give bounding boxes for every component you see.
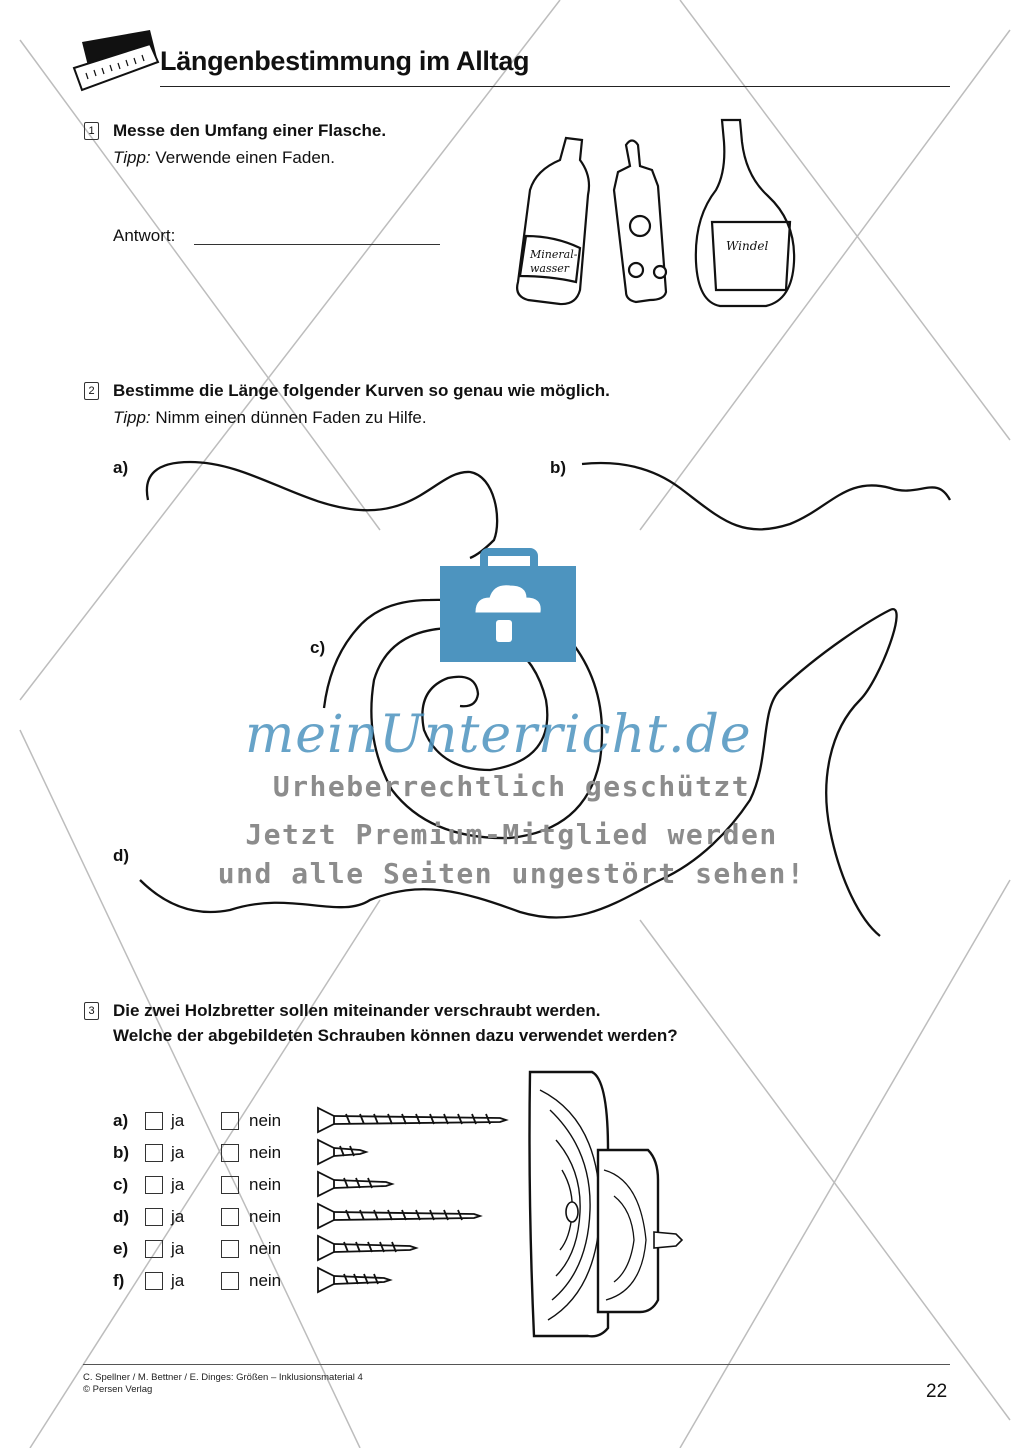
- screw-a: [318, 1108, 506, 1132]
- no-label: nein: [249, 1111, 282, 1130]
- task1-instruction: Messe den Umfang einer Flasche.: [113, 121, 387, 140]
- task2-tip-label: Tipp:: [113, 408, 151, 427]
- screw-option-d: [113, 1207, 313, 1239]
- screw-option-f: [113, 1271, 313, 1303]
- no-label: nein: [249, 1239, 282, 1258]
- curve-label-d: d): [113, 846, 130, 865]
- task2-instruction: Bestimme die Länge folgender Kurven so genau wie möglich.: [113, 381, 610, 400]
- page-number: 22: [926, 1381, 948, 1402]
- no-label: nein: [249, 1143, 282, 1162]
- curve-b: [582, 463, 950, 529]
- screw-f: [318, 1268, 390, 1292]
- yes-checkbox[interactable]: [145, 1208, 163, 1226]
- screw-options-list: [113, 1111, 313, 1311]
- baby-bottle-icon: [614, 141, 666, 303]
- svg-text:Windel: Windel: [726, 239, 769, 253]
- option-label: a): [113, 1111, 129, 1130]
- no-checkbox[interactable]: [221, 1144, 239, 1162]
- screw-option-c: [113, 1175, 313, 1207]
- option-label: f): [113, 1271, 125, 1290]
- no-checkbox[interactable]: [221, 1240, 239, 1258]
- watermark-line-2: Jetzt Premium-Mitglied werden: [245, 818, 778, 851]
- screw-option-b: [113, 1143, 313, 1175]
- wooden-boards-illustration: [530, 1072, 683, 1336]
- option-label: b): [113, 1143, 130, 1162]
- task2-number: 2: [84, 382, 99, 400]
- watermark-line-1: Urheberrechtlich geschützt: [272, 770, 751, 803]
- screw-option-e: [113, 1239, 313, 1271]
- task2-tip-text: Nimm einen dünnen Faden zu Hilfe.: [155, 408, 427, 427]
- no-checkbox[interactable]: [221, 1208, 239, 1226]
- footer-authors: C. Spellner / M. Bettner / E. Dinges: Größen – Inklusionsmaterial 4: [83, 1372, 363, 1383]
- page-title: Längenbestimmung im Alltag: [160, 46, 530, 76]
- wine-bottle-icon: [696, 120, 794, 306]
- svg-text:Mineral-: Mineral-: [530, 248, 578, 261]
- ruler-icon: [74, 30, 158, 90]
- footer-publisher: © Persen Verlag: [83, 1384, 153, 1395]
- yes-checkbox[interactable]: [145, 1240, 163, 1258]
- no-checkbox[interactable]: [221, 1272, 239, 1290]
- screw-d: [318, 1204, 480, 1228]
- no-label: nein: [249, 1271, 282, 1290]
- svg-text:wasser: wasser: [530, 262, 570, 275]
- screw-b: [318, 1140, 366, 1164]
- task1-answer-label: Antwort:: [113, 226, 176, 245]
- task2-tip: [113, 404, 427, 431]
- option-label: e): [113, 1239, 129, 1258]
- briefcase-watermark-icon: [440, 552, 576, 662]
- no-label: nein: [249, 1207, 282, 1226]
- option-label: d): [113, 1207, 130, 1226]
- task1-tip-text: Verwende einen Faden.: [155, 148, 335, 167]
- no-checkbox[interactable]: [221, 1176, 239, 1194]
- task3-instruction-line2: Welche der abgebildeten Schrauben können dazu verwendet werden?: [113, 1026, 678, 1045]
- task1-tip-label: Tipp:: [113, 148, 151, 167]
- yes-label: ja: [171, 1271, 185, 1290]
- curve-label-b: b): [550, 458, 567, 477]
- yes-checkbox[interactable]: [145, 1144, 163, 1162]
- screw-c: [318, 1172, 392, 1196]
- screw-e: [318, 1236, 416, 1260]
- screw-option-a: [113, 1111, 313, 1143]
- yes-checkbox[interactable]: [145, 1272, 163, 1290]
- no-label: nein: [249, 1175, 282, 1194]
- watermark-line-3: und alle Seiten ungestört sehen!: [217, 857, 806, 890]
- water-bottle-icon: [517, 138, 589, 304]
- option-label: c): [113, 1175, 129, 1194]
- yes-label: ja: [171, 1175, 185, 1194]
- task1-number: 1: [84, 122, 99, 140]
- yes-label: ja: [171, 1239, 185, 1258]
- task1-answer-line[interactable]: [194, 244, 440, 245]
- footer-divider: [83, 1364, 950, 1365]
- footer-credits: [83, 1372, 363, 1396]
- title-divider: [160, 86, 950, 87]
- task3-instruction-line1: Die zwei Holzbretter sollen miteinander verschraubt werden.: [113, 1001, 601, 1020]
- yes-checkbox[interactable]: [145, 1112, 163, 1130]
- screws: [318, 1108, 506, 1292]
- curve-label-a: a): [113, 458, 129, 477]
- yes-label: ja: [171, 1207, 185, 1226]
- curve-a: [147, 462, 497, 558]
- yes-label: ja: [171, 1143, 185, 1162]
- no-checkbox[interactable]: [221, 1112, 239, 1130]
- task1-tip: [113, 144, 335, 171]
- watermark-url: meinUnterricht.de: [245, 705, 752, 765]
- bottles-illustration: [517, 120, 794, 306]
- curve-label-c: c): [310, 638, 326, 657]
- task3-number: 3: [84, 1002, 99, 1020]
- yes-checkbox[interactable]: [145, 1176, 163, 1194]
- yes-label: ja: [171, 1111, 185, 1130]
